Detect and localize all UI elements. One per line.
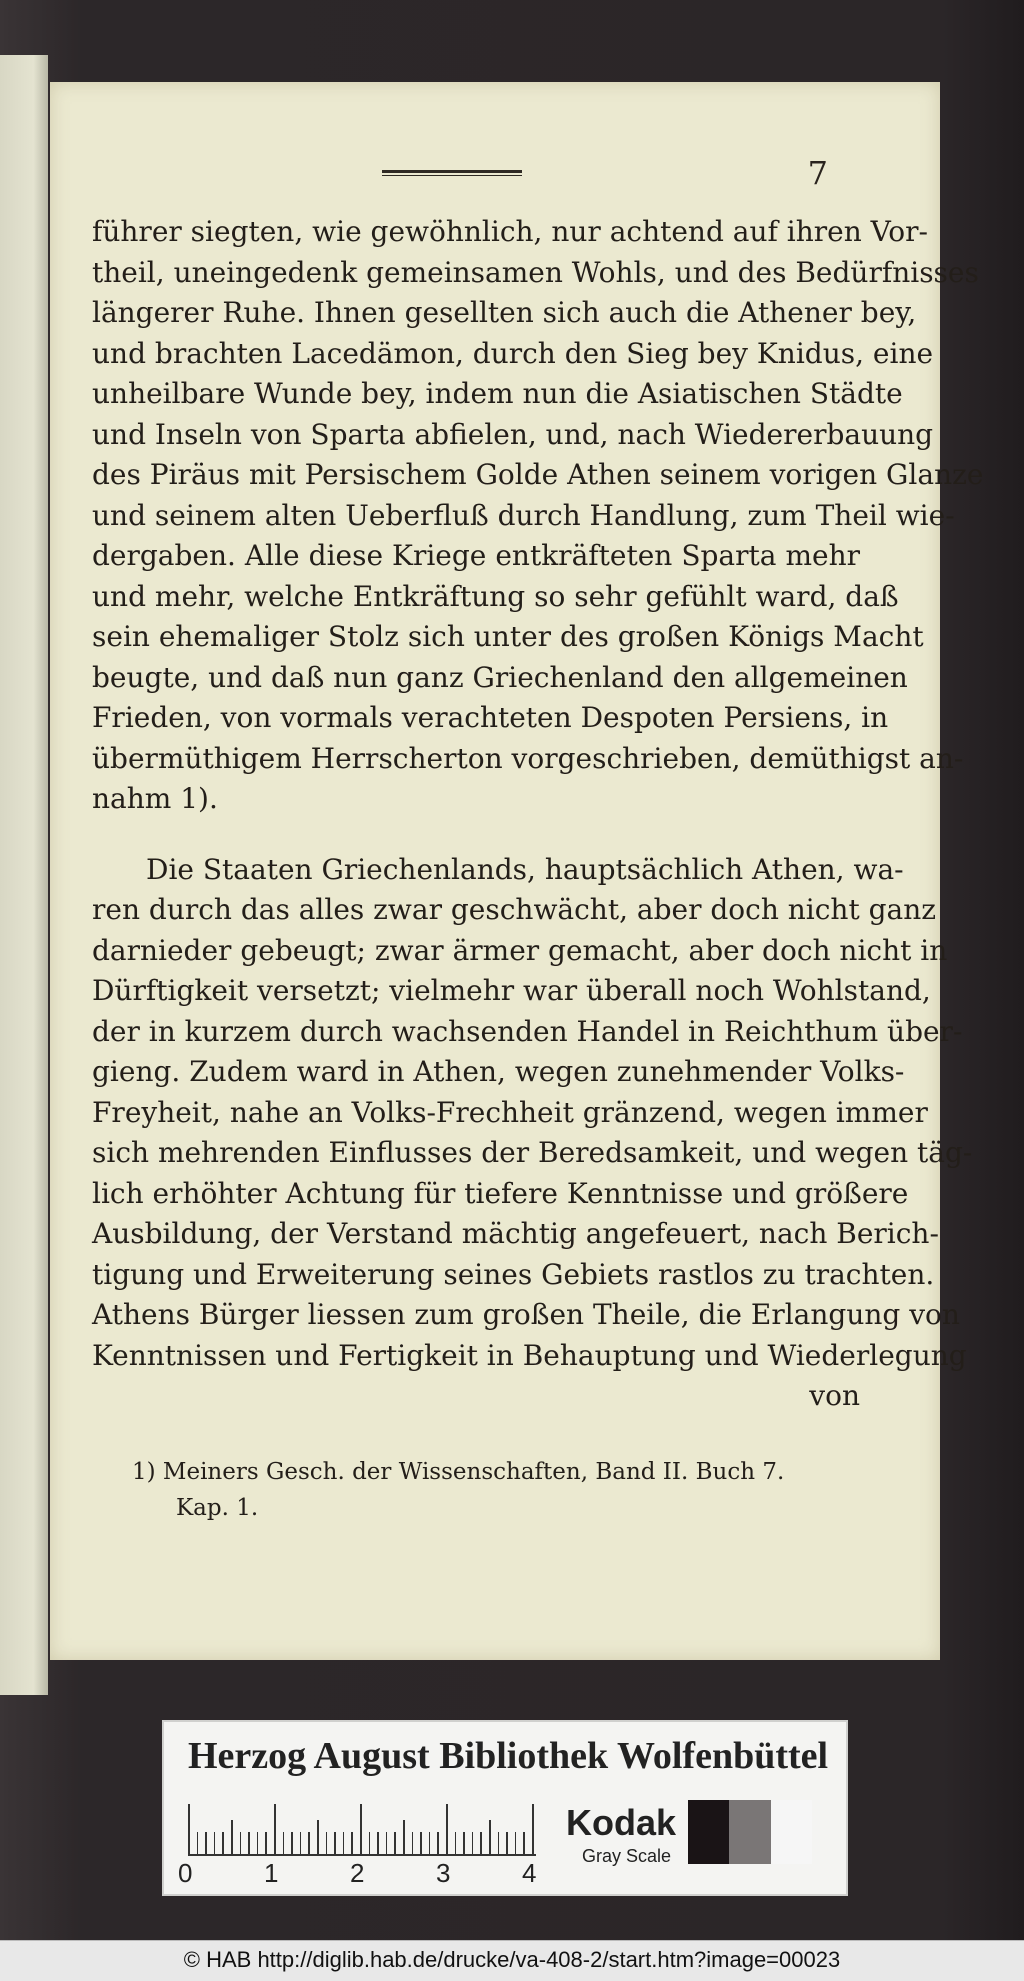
header-rule [382, 170, 522, 176]
page-number: 7 [807, 154, 828, 192]
text-line: und brachten Lacedämon, durch den Sieg bey Knidus, eine [92, 336, 934, 370]
ruler-tick [437, 1832, 439, 1854]
gray-scale-label: Gray Scale [582, 1846, 672, 1866]
ruler-tick [197, 1832, 199, 1854]
ruler-tick [463, 1832, 465, 1854]
text-line: beugte, und daß nun ganz Griechenland den allgemeinen [92, 660, 908, 694]
text-line: theil, uneingedenk gemeinsamen Wohls, und des Bedürfnisses [92, 255, 979, 289]
text-line: Athens Bürger liessen zum großen Theile, die Erlangung von [92, 1298, 960, 1331]
text-line: darnieder gebeugt; zwar ärmer gemacht, aber doch nicht in [92, 933, 948, 967]
copyright-url: © HAB http://diglib.hab.de/drucke/va-408-2/start.htm?image=00023 [183, 1947, 841, 1972]
ruler-tick [343, 1832, 345, 1854]
ruler-number: 0 [178, 1858, 193, 1888]
ruler-tick [523, 1832, 525, 1854]
ruler-tick [369, 1832, 371, 1854]
text-line: nahm 1). [92, 782, 218, 815]
ruler-tick [274, 1804, 276, 1854]
text-line: Dürftigkeit versetzt; vielmehr war überall noch Wohlstand, [92, 974, 931, 1007]
text-line: Die Staaten Griechenlands, hauptsächlich Athen, wa- [146, 852, 904, 886]
ruler-tick [205, 1832, 207, 1854]
ruler-tick [248, 1832, 250, 1854]
ruler-tick [446, 1804, 448, 1854]
text-line: des Piräus mit Persischem Golde Athen seinem vorigen Glanze [92, 458, 984, 491]
ruler-tick [403, 1820, 405, 1854]
text-line: und seinem alten Ueberfluß durch Handlung, zum Theil wie- [92, 498, 955, 532]
ruler-tick [455, 1832, 457, 1854]
text-line: und Inseln von Sparta abfielen, und, nach Wiedererbauung [92, 417, 934, 451]
ruler-tick [265, 1832, 267, 1854]
ruler-number: 1 [264, 1858, 279, 1888]
ruler-tick [412, 1832, 414, 1854]
ruler-tick [283, 1832, 285, 1854]
paragraph-1 [92, 212, 984, 820]
ruler-tick [360, 1804, 362, 1854]
ruler-tick [420, 1832, 422, 1854]
catchword: von [809, 1379, 860, 1412]
ruler-tick [489, 1820, 491, 1854]
text-line: ren durch das alles zwar geschwächt, aber doch nicht ganz [92, 893, 937, 926]
text-line: Kenntnissen und Fertigkeit in Behauptung und Wiederlegung [92, 1338, 967, 1372]
ruler-tick [394, 1832, 396, 1854]
text-line: dergaben. Alle diese Kriege entkräfteten Sparta mehr [92, 539, 860, 572]
ruler-tick [222, 1832, 224, 1854]
text-line: lich erhöhter Achtung für tiefere Kenntnisse und größere [92, 1176, 909, 1210]
ruler-tick [506, 1832, 508, 1854]
text-line: sein ehemaliger Stolz sich unter des großen Königs Macht [92, 620, 924, 653]
ruler-numbers [178, 1858, 558, 1888]
ruler-tick [472, 1832, 474, 1854]
footnote [132, 1454, 872, 1526]
previous-page-edge [0, 55, 48, 1695]
footnote-line: Kap. 1. [176, 1495, 259, 1521]
footer-bar [0, 1940, 1024, 1981]
ruler-number: 4 [522, 1858, 537, 1888]
ruler-tick [386, 1832, 388, 1854]
text-line: tigung und Erweiterung seines Gebiets rastlos zu trachten. [92, 1257, 935, 1291]
gray-swatch [729, 1800, 770, 1864]
footnote-line: 1) Meiners Gesch. der Wissenschaften, Band II. Buch 7. [132, 1459, 785, 1485]
ruler-tick [214, 1832, 216, 1854]
ruler-tick [480, 1832, 482, 1854]
kodak-logo: Kodak [566, 1802, 677, 1843]
ruler-tick [429, 1832, 431, 1854]
ruler-tick [377, 1832, 379, 1854]
text-line: längerer Ruhe. Ihnen gesellten sich auch die Athener bey, [92, 296, 917, 329]
text-line: sich mehrenden Einflusses der Beredsamkeit, und wegen täg- [92, 1136, 973, 1169]
ruler-tick [498, 1832, 500, 1854]
ruler-tick [188, 1804, 190, 1854]
gray-scale-swatches [688, 1800, 812, 1864]
ruler-number: 2 [350, 1858, 365, 1888]
text-line: gieng. Zudem ward in Athen, wegen zunehmender Volks- [92, 1055, 905, 1088]
ruler-tick [326, 1832, 328, 1854]
text-line: unheilbare Wunde bey, indem nun die Asiatischen Städte [92, 377, 903, 410]
paragraph-2 [92, 850, 973, 1377]
ruler-tick [231, 1820, 233, 1854]
text-line: der in kurzem durch wachsenden Handel in Reichthum über- [92, 1014, 963, 1048]
text-line: übermüthigem Herrscherton vorgeschrieben, demüthigst an- [92, 741, 964, 775]
ruler-tick [240, 1832, 242, 1854]
ruler-tick [317, 1820, 319, 1854]
ruler-tick [291, 1832, 293, 1854]
ruler-tick [300, 1832, 302, 1854]
text-line: Frieden, von vormals verachteten Despoten Persiens, in [92, 701, 889, 734]
library-title: Herzog August Bibliothek Wolfenbüttel [188, 1735, 829, 1777]
ruler-tick [308, 1832, 310, 1854]
gray-swatch [688, 1800, 729, 1864]
scale-ruler [188, 1804, 536, 1856]
ruler-tick [257, 1832, 259, 1854]
text-line: führer siegten, wie gewöhnlich, nur achtend auf ihren Vor- [92, 215, 929, 248]
ruler-number: 3 [436, 1858, 451, 1888]
ruler-tick [351, 1832, 353, 1854]
text-line: Freyheit, nahe an Volks-Frechheit gränzend, wegen immer [92, 1095, 928, 1129]
text-line: und mehr, welche Entkräftung so sehr gefühlt ward, daß [92, 579, 899, 613]
text-line: Ausbildung, der Verstand mächtig angefeuert, nach Berich- [92, 1217, 939, 1250]
paragraph-gap [92, 820, 860, 850]
gray-swatch [771, 1800, 812, 1864]
ruler-tick [334, 1832, 336, 1854]
ruler-tick [515, 1832, 517, 1854]
body-text [92, 212, 984, 1417]
ruler-tick [532, 1804, 534, 1854]
book-page [50, 82, 984, 1660]
calibration-card [162, 1720, 848, 1896]
